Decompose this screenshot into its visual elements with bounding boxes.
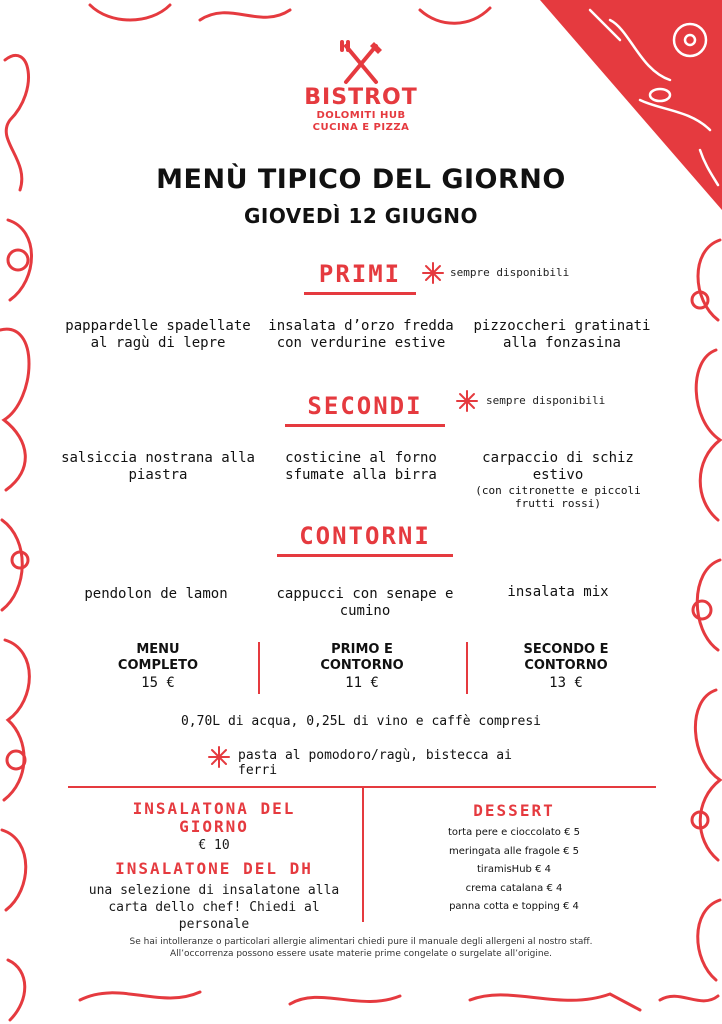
secondi-dish-1: salsiccia nostrana alla piastra [61,450,255,483]
section-title-secondi-label: SECONDI [307,392,423,420]
divider [362,786,364,922]
contorni-dish-3: insalata mix [507,584,609,600]
price-menu-completo [68,642,248,692]
included-note: 0,70L di acqua, 0,25L di vino e caffè compresi [180,714,542,729]
section-rule [285,424,445,427]
price-value: 13 € [549,675,583,691]
dessert-item: tiramisHub € 4 [477,864,551,875]
contorni-dish-2: cappucci con senape e cumino [276,586,454,619]
secondi-dish-2: costicine al forno sfumate alla birra [285,450,437,483]
secondi-dish-3-name: carpaccio di schiz estivo [482,450,634,483]
asterisk-icon [208,746,230,768]
dessert-title: DESSERT [473,801,555,820]
section-rule [277,554,453,557]
allergen-footer [60,936,662,960]
secondi-note: sempre disponibili [486,394,606,407]
logo-subtitle: DOLOMITI HUB [316,110,406,121]
insalatone-title: INSALATONE DEL DH [115,859,313,878]
contorni-dish-1: pendolon de lamon [84,586,228,602]
insalatone-description: una selezione di insalatone alla carta dello chef! Chiedi al personale [88,883,340,932]
menu-title: MENÙ TIPICO DEL GIORNO [156,164,566,195]
primi-note: sempre disponibili [450,266,570,279]
section-title-primi-label: PRIMI [318,260,402,288]
logo-tagline: CUCINA E PIZZA [312,122,410,133]
dessert-section [372,802,656,917]
fork-knife-icon [336,40,386,86]
price-value: 15 € [141,675,175,691]
primi-dish-1: pappardelle spadellate al ragù di lepre [65,318,251,351]
asterisk-icon [456,390,478,412]
divider [258,642,260,694]
primi-dish-2: insalata d’orzo fredda con verdurine estive [268,318,454,351]
section-title-secondi [280,392,450,427]
section-title-contorni-label: CONTORNI [299,522,431,550]
dessert-item: torta pere e cioccolato € 5 [448,827,580,838]
insalatona-price: € 10 [198,838,230,853]
price-label: PRIMO E CONTORNO [320,642,404,673]
dessert-item: meringata alle fragole € 5 [448,845,580,857]
price-value: 11 € [345,675,379,691]
divider [466,642,468,694]
menu-date: GIOVEDÌ 12 GIUGNO [243,204,479,228]
insalatona-section [72,800,356,933]
dessert-item: crema catalana € 4 [465,882,563,894]
section-rule [304,292,416,295]
always-available-note: pasta al pomodoro/ragù, bistecca ai ferri [238,748,512,778]
dessert-item: panna cotta e topping € 4 [449,901,579,912]
secondi-dish-3-note: (con citronette e piccoli frutti rossi) [475,484,641,510]
price-label: SECONDO E CONTORNO [523,642,609,673]
price-secondo-contorno [476,642,656,692]
logo-name: BISTROT [304,85,418,110]
secondi-dish-3 [458,450,658,510]
footer-line-1: Se hai intolleranze o particolari allergie alimentari chiedi pure il manuale degli allergeni al nostro staff. [129,937,593,947]
price-primo-contorno [272,642,452,692]
section-title-primi [300,260,420,295]
insalatona-title: INSALATONA DEL GIORNO [132,799,296,836]
primi-dish-3: pizzoccheri gratinati alla fonzasina [473,318,651,351]
price-label: MENU COMPLETO [117,642,199,673]
bistrot-logo [296,40,426,160]
footer-line-2: All’occorrenza possono essere usate materie prime congelate o surgelate all’origine. [170,949,552,959]
asterisk-icon [422,262,444,284]
section-title-contorni [270,522,460,557]
